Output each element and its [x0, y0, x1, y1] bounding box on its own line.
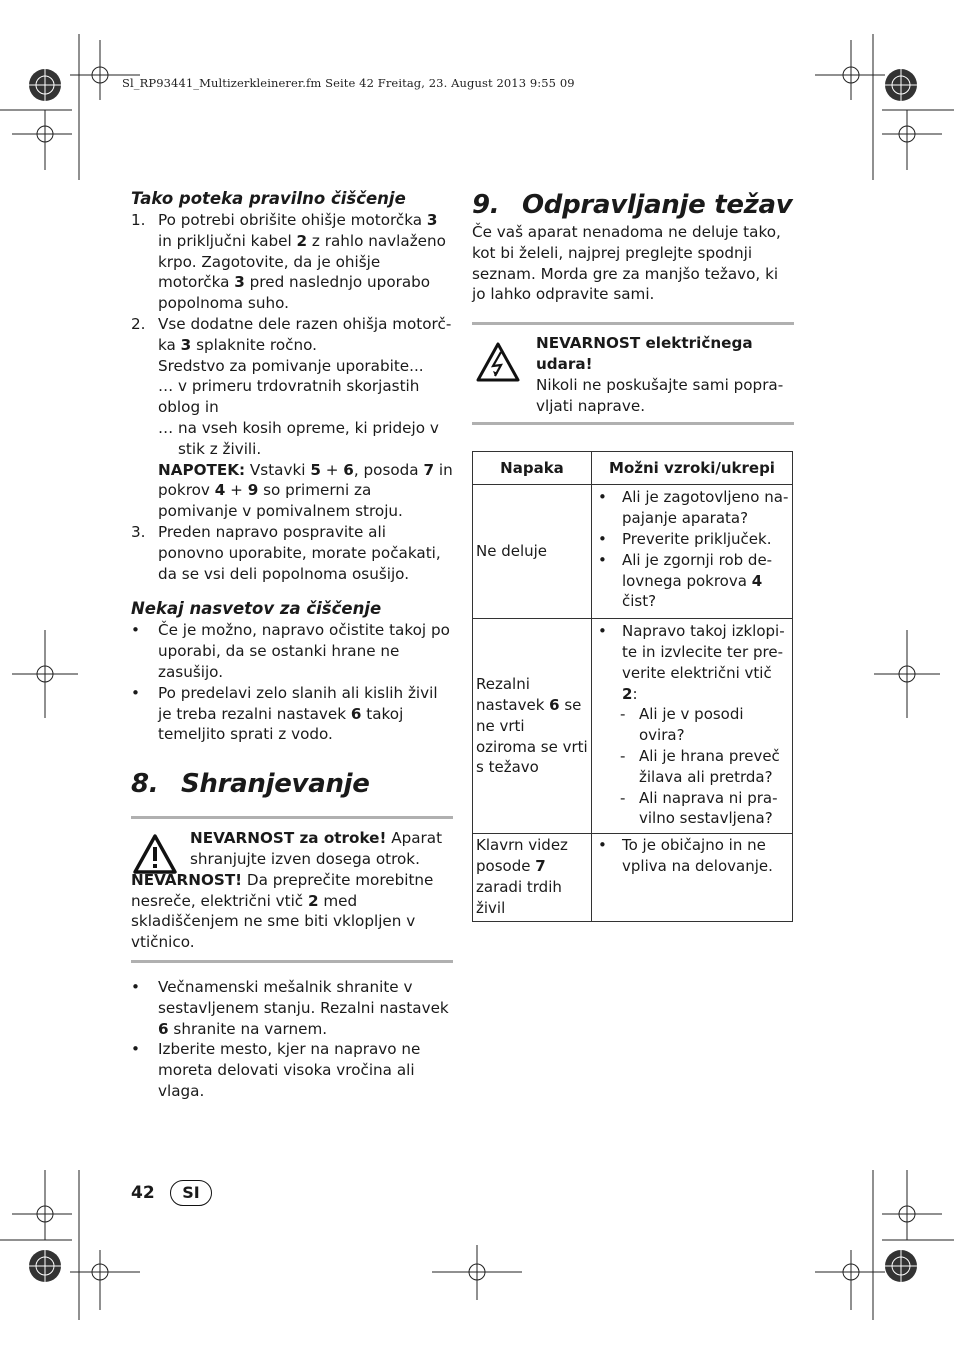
cleaning-step-1: 1. Po potrebi obrišite ohišje motorčka 3 in priključni kabel 2 z rahlo navlaženo krpo. Zagotovite, da je ohišje motorčka 3 pred naslednjo uporabo popolnoma suho. [131, 211, 446, 313]
cleaning-step-2: 2. Vse dodatne dele razen ohišja motorčka 3 splaknite ročno. [131, 314, 452, 354]
table-row [473, 619, 793, 834]
file-info-header: Sl_RP93441_Multizerkleinerer.fm Seite 42 Freitag, 23. August 2013 9:55 09 [122, 76, 575, 90]
left-column [131, 188, 453, 1102]
danger-warning-text: NEVARNOST! Da preprečite morebitne nesreče, električni vtič 2 med skladiščenjem ne sme biti vklopljen v vtičnico. [131, 870, 434, 952]
chapter-8-heading: 8. Shranjevanje [131, 769, 370, 800]
detergent-line: Sredstvo za pomivanje uporabite... [158, 356, 424, 375]
detergent-case-2: … na vseh kosih opreme, ki pridejo v stik z živili. [158, 418, 439, 458]
chapter-9-heading: 9. Odpravljanje težav [472, 190, 793, 220]
causes-cell: • Napravo takoj izklopite in izvlecite ter preverite električni vtič 2: - Ali je v posodi ovira? - Ali je hrana preveč žilava ali pretrda? - Ali naprava ni pravilno sestavljena? [592, 619, 793, 834]
causes-cell: • Ali je zagotovljeno napajanje aparata? • Preverite priključek. • Ali je zgornji rob delovnega pokrova 4 čist? [592, 485, 793, 619]
language-badge: SI [170, 1180, 212, 1206]
storage-item-1: • Večnamenski mešalnik shranite v sestavljenem stanju. Rezalni nastavek 6 shranite na varnem. [131, 977, 449, 1038]
electric-warning-title: NEVARNOST električnega udara! [536, 334, 753, 373]
warning-triangle-icon [133, 834, 177, 874]
tip-1: • Če je možno, napravo očistite takoj po uporabi, da se ostanki hrane ne zasušijo. [131, 621, 450, 681]
children-warning-box [131, 816, 453, 963]
children-warning-line1: NEVARNOST za otroke! Aparat shranjujte izven dosega otrok. [190, 829, 443, 868]
fault-cell: Ne deluje [473, 485, 592, 619]
right-column [472, 188, 794, 922]
table-row [473, 834, 793, 922]
column-header-fault: Napaka [473, 452, 592, 485]
column-header-causes: Možni vzroki/ukrepi [592, 452, 793, 485]
table-row [473, 485, 793, 619]
causes-cell: • To je običajno in ne vpliva na delovanje. [592, 834, 793, 922]
cleaning-section-title: Tako poteka pravilno čiščenje [131, 189, 406, 208]
napotek-note: NAPOTEK: Vstavki 5 + 6, posoda 7 in pokrov 4 + 9 so primerni za pomivanje v pomivalnem stroju. [158, 460, 453, 521]
electric-warning-text: Nikoli ne poskušajte sami popravljati naprave. [536, 375, 784, 415]
cleaning-step-3: 3. Preden napravo pospravite ali ponovno uporabite, morate počakati, da se vsi deli popolnoma osušijo. [131, 522, 441, 583]
tip-2: • Po predelavi zelo slanih ali kislih živil je treba rezalni nastavek 6 takoj temeljito sprati z vodo. [131, 683, 438, 744]
page-number: 42 [131, 1183, 155, 1203]
electric-warning-box [472, 322, 794, 425]
table-header-row [473, 452, 793, 485]
fault-cell: Klavrn videz posode 7 zaradi trdih živil [473, 834, 592, 922]
fault-cell: Rezalni nastavek 6 se ne vrti oziroma se vrti s težavo [473, 619, 592, 834]
detergent-case-1: … v primeru trdovratnih skorjastih oblog in [158, 377, 420, 417]
troubleshooting-intro: Če vaš aparat nenadoma ne deluje tako, kot bi želeli, najprej preglejte spodnji seznam. Morda gre za manjšo težavo, ki jo lahko odpravite sami. [472, 223, 781, 304]
tips-section-title: Nekaj nasvetov za čiščenje [131, 599, 382, 619]
troubleshooting-table [472, 451, 793, 922]
high-voltage-warning-icon [476, 342, 520, 382]
storage-item-2: • Izberite mesto, kjer na napravo ne moreta delovati visoka vročina ali vlaga. [131, 1040, 421, 1100]
